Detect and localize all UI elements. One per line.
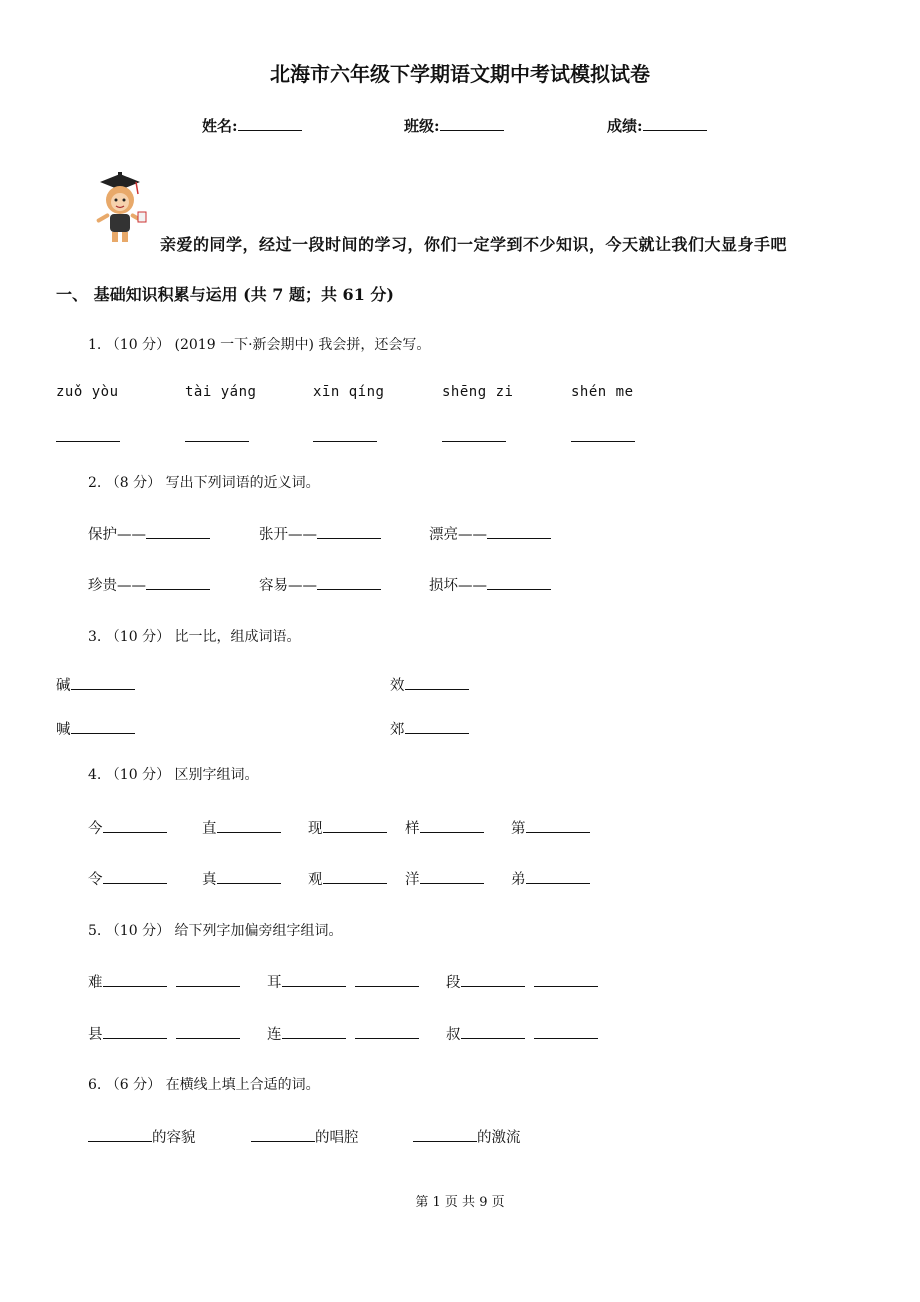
question-2: 2. （8 分） 写出下列词语的近义词。 xyxy=(88,475,320,491)
answer-blank[interactable] xyxy=(355,1024,419,1039)
char-item: 观 xyxy=(308,868,387,889)
answer-blank[interactable] xyxy=(185,441,249,442)
class-label: 班级: xyxy=(404,117,440,135)
pinyin-2: tài yáng xyxy=(185,384,257,400)
synonym-item: 损坏—— xyxy=(429,574,551,595)
score-blank[interactable] xyxy=(643,116,707,131)
answer-blank[interactable] xyxy=(217,869,281,884)
answer-blank[interactable] xyxy=(88,1127,152,1142)
answer-blank[interactable] xyxy=(405,675,469,690)
class-field xyxy=(404,115,504,136)
answer-blank[interactable] xyxy=(146,575,210,590)
compare-item: 碱 xyxy=(56,674,135,695)
answer-blank[interactable] xyxy=(317,575,381,590)
answer-blank[interactable] xyxy=(313,441,377,442)
synonym-item: 张开—— xyxy=(259,523,381,544)
answer-blank[interactable] xyxy=(103,1024,167,1039)
name-field xyxy=(202,115,302,136)
pinyin-5: shén me xyxy=(571,384,634,400)
answer-blank[interactable] xyxy=(176,1024,240,1039)
answer-blank[interactable] xyxy=(420,869,484,884)
section-heading: 一、 基础知识积累与运用 (共 7 题；共 61 分) xyxy=(56,285,394,304)
char-item: 直 xyxy=(202,817,281,838)
answer-blank[interactable] xyxy=(571,441,635,442)
char-item: 令 xyxy=(88,868,167,889)
answer-blank[interactable] xyxy=(103,818,167,833)
char-item: 弟 xyxy=(511,868,590,889)
compare-item: 郊 xyxy=(390,718,469,739)
answer-blank[interactable] xyxy=(420,818,484,833)
question-4: 4. （10 分） 区别字组词。 xyxy=(88,767,259,783)
answer-blank[interactable] xyxy=(534,1024,598,1039)
pinyin-4: shēng zi xyxy=(442,384,514,400)
compare-item: 效 xyxy=(390,674,469,695)
char-item: 样 xyxy=(405,817,484,838)
radical-item: 叔 xyxy=(446,1023,598,1044)
answer-blank[interactable] xyxy=(217,818,281,833)
char-item: 今 xyxy=(88,817,167,838)
class-blank[interactable] xyxy=(440,116,504,131)
answer-blank[interactable] xyxy=(487,575,551,590)
answer-blank[interactable] xyxy=(146,524,210,539)
radical-item: 难 xyxy=(88,971,240,992)
answer-blank[interactable] xyxy=(534,972,598,987)
answer-blank[interactable] xyxy=(405,719,469,734)
synonym-item: 容易—— xyxy=(259,574,381,595)
radical-item: 段 xyxy=(446,971,598,992)
char-item: 第 xyxy=(511,817,590,838)
synonym-item: 漂亮—— xyxy=(429,523,551,544)
answer-blank[interactable] xyxy=(487,524,551,539)
answer-blank[interactable] xyxy=(526,869,590,884)
answer-blank[interactable] xyxy=(526,818,590,833)
answer-blank[interactable] xyxy=(317,524,381,539)
pinyin-1: zuǒ yòu xyxy=(56,384,119,400)
page-footer: 第 1 页 共 9 页 xyxy=(415,1195,505,1210)
answer-blank[interactable] xyxy=(71,719,135,734)
char-item: 洋 xyxy=(405,868,484,889)
answer-blank[interactable] xyxy=(323,869,387,884)
fill-item: 的激流 xyxy=(413,1126,521,1147)
question-3: 3. （10 分） 比一比，组成词语。 xyxy=(88,629,301,645)
fill-item: 的唱腔 xyxy=(251,1126,359,1147)
name-blank[interactable] xyxy=(238,116,302,131)
answer-blank[interactable] xyxy=(176,972,240,987)
question-5: 5. （10 分） 给下列字加偏旁组字组词。 xyxy=(88,923,343,939)
page-title: 北海市六年级下学期语文期中考试模拟试卷 xyxy=(270,62,650,86)
answer-blank[interactable] xyxy=(103,869,167,884)
answer-blank[interactable] xyxy=(323,818,387,833)
char-item: 真 xyxy=(202,868,281,889)
radical-item: 耳 xyxy=(267,971,419,992)
answer-blank[interactable] xyxy=(103,972,167,987)
answer-blank[interactable] xyxy=(282,1024,346,1039)
answer-blank[interactable] xyxy=(442,441,506,442)
answer-blank[interactable] xyxy=(461,972,525,987)
score-field xyxy=(607,115,707,136)
answer-blank[interactable] xyxy=(71,675,135,690)
mascot-illustration xyxy=(88,168,152,248)
score-label: 成绩: xyxy=(607,117,643,135)
fill-item: 的容貌 xyxy=(88,1126,196,1147)
answer-blank[interactable] xyxy=(56,441,120,442)
answer-blank[interactable] xyxy=(282,972,346,987)
greeting-text: 亲爱的同学，经过一段时间的学习，你们一定学到不少知识，今天就让我们大显身手吧 xyxy=(160,235,788,254)
answer-blank[interactable] xyxy=(461,1024,525,1039)
synonym-item: 珍贵—— xyxy=(88,574,210,595)
name-label: 姓名: xyxy=(202,117,238,135)
compare-item: 喊 xyxy=(56,718,135,739)
answer-blank[interactable] xyxy=(251,1127,315,1142)
char-item: 现 xyxy=(308,817,387,838)
answer-blank[interactable] xyxy=(413,1127,477,1142)
question-1: 1. （10 分） (2019 一下·新会期中) 我会拼，还会写。 xyxy=(88,337,431,353)
answer-blank[interactable] xyxy=(355,972,419,987)
question-6: 6. （6 分） 在横线上填上合适的词。 xyxy=(88,1077,320,1093)
radical-item: 县 xyxy=(88,1023,240,1044)
pinyin-3: xīn qíng xyxy=(313,384,385,400)
radical-item: 连 xyxy=(267,1023,419,1044)
synonym-item: 保护—— xyxy=(88,523,210,544)
